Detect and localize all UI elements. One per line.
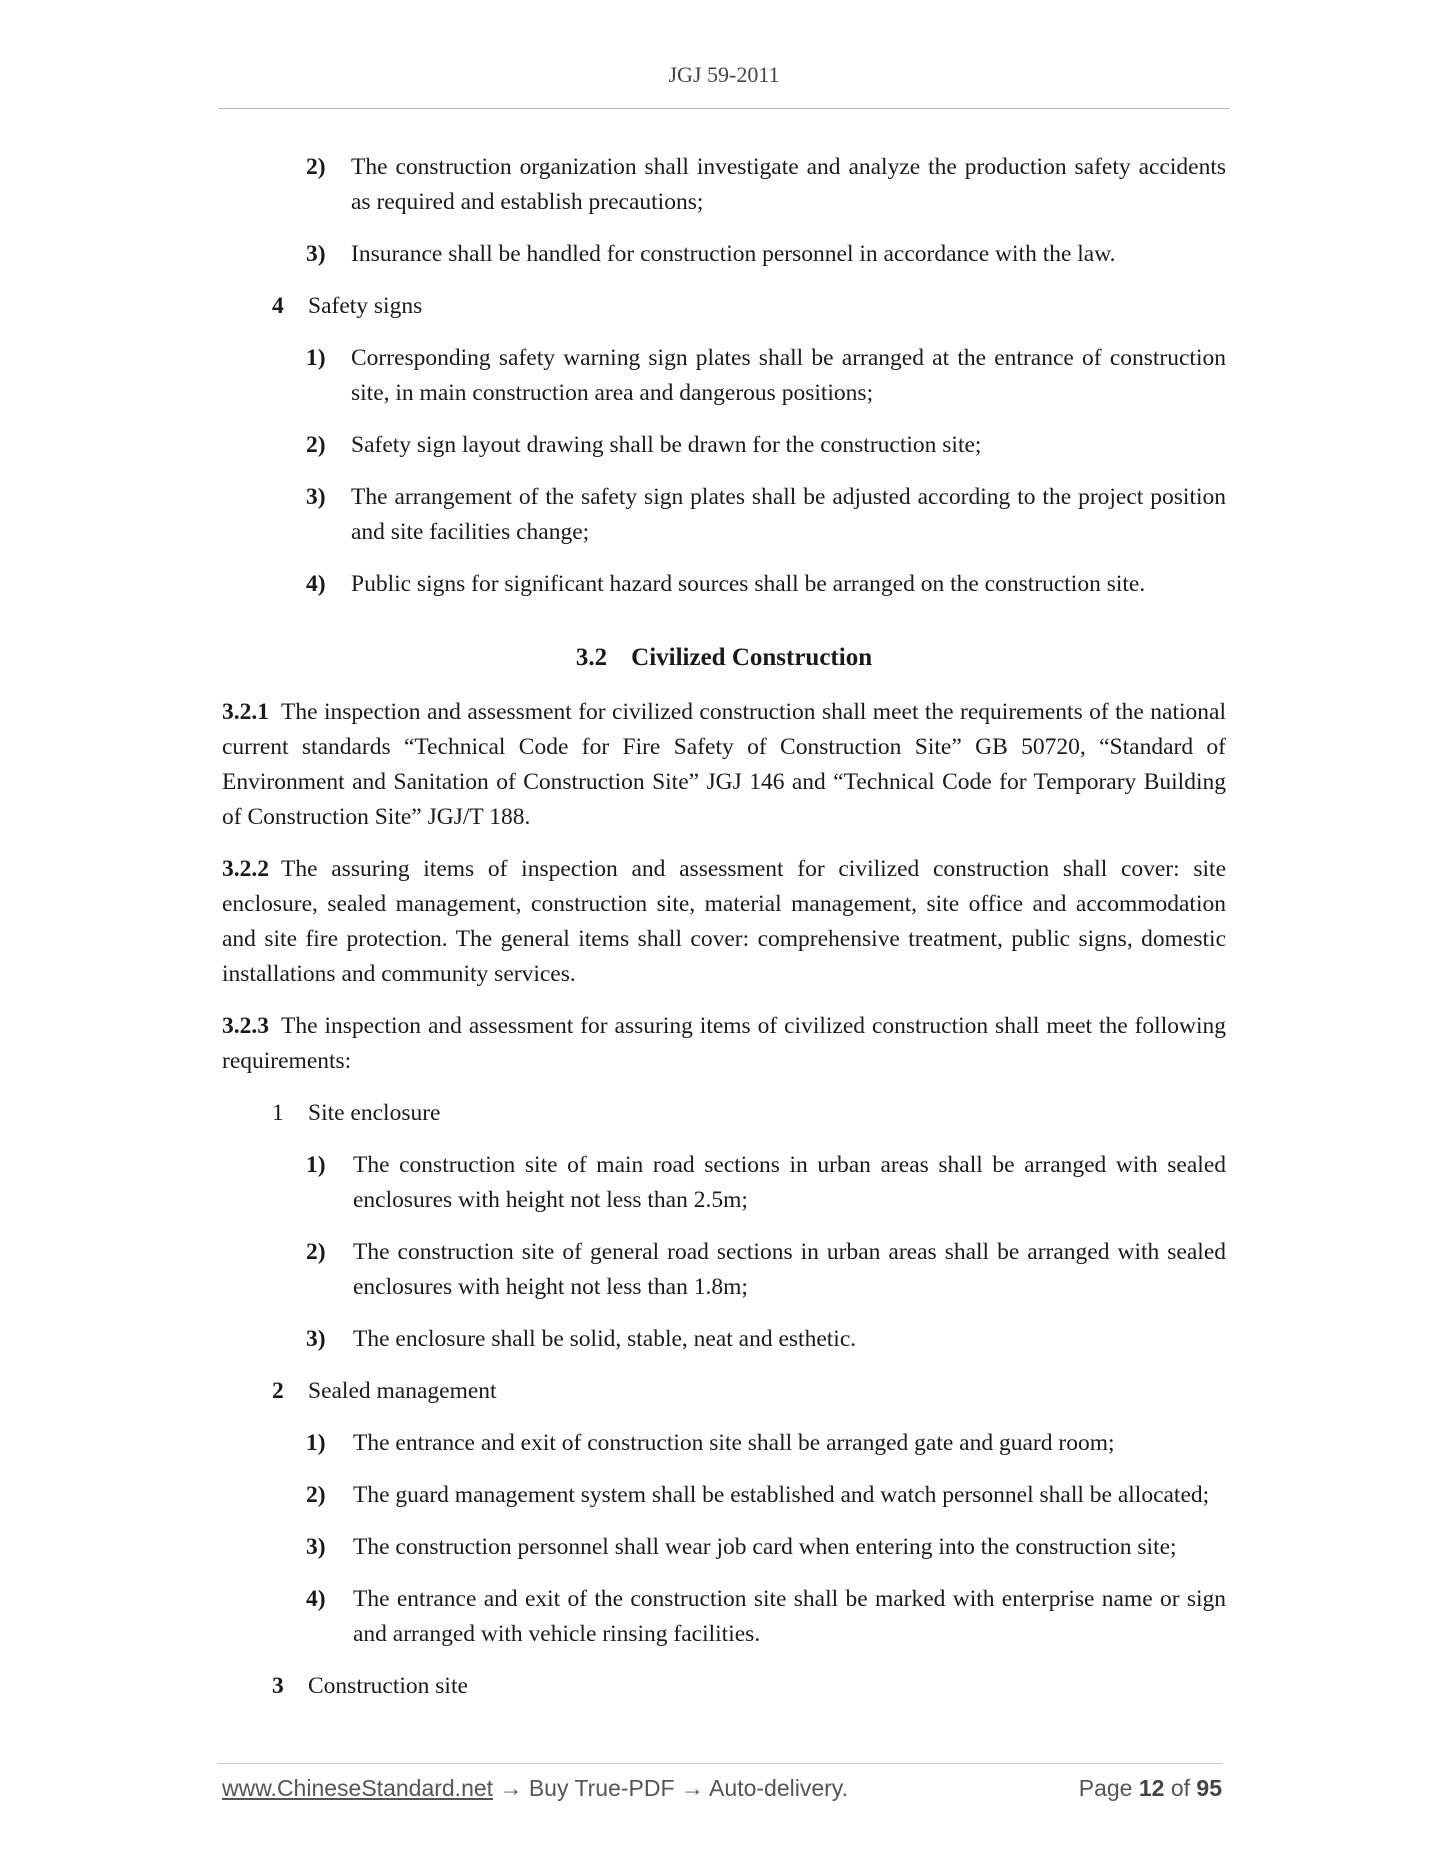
item-number: 2) <box>306 432 326 458</box>
subsection-title: Safety signs <box>308 293 423 319</box>
clause-paragraph <box>222 1009 1226 1079</box>
clause-number: 3.2.3 <box>222 1013 269 1039</box>
list-item <box>222 1426 1226 1461</box>
page-footer <box>222 1775 1222 1807</box>
subsection-title: Construction site <box>308 1673 468 1699</box>
subsection-heading-safety-signs <box>222 289 1226 324</box>
clause-paragraph <box>222 695 1226 835</box>
item-number: 3) <box>306 241 326 267</box>
item-number: 4) <box>306 571 326 597</box>
item-number: 3) <box>306 1326 326 1352</box>
list-item <box>222 1235 1226 1305</box>
list-item <box>222 1148 1226 1218</box>
list-item <box>222 567 1226 602</box>
list-item <box>222 1322 1226 1357</box>
item-text: The entrance and exit of construction site shall be arranged gate and guard room; <box>353 1430 1115 1456</box>
subsection-number: 3 <box>272 1673 284 1699</box>
item-number: 1) <box>306 1152 326 1178</box>
subsection-heading-construction-site <box>222 1669 1226 1704</box>
item-text: The construction personnel shall wear job card when entering into the construction site; <box>353 1534 1177 1560</box>
section-heading <box>222 640 1226 675</box>
item-text: The construction organization shall investigate and analyze the production safety accidents as required and establish precautions; <box>351 154 1226 215</box>
item-number: 2) <box>306 1482 326 1508</box>
current-page-number: 12 <box>1138 1775 1165 1801</box>
subsection-number: 1 <box>272 1100 284 1126</box>
subsection-title: Site enclosure <box>308 1100 441 1126</box>
item-number: 2) <box>306 154 326 180</box>
subsection-title: Sealed management <box>308 1378 497 1404</box>
clause-text: The inspection and assessment for assuring items of civilized construction shall meet the following requirements: <box>222 1013 1226 1074</box>
item-text: Public signs for significant hazard sources shall be arranged on the construction site. <box>351 571 1146 597</box>
list-item <box>222 428 1226 463</box>
footer-promo <box>222 1775 848 1802</box>
item-text: The entrance and exit of the construction site shall be marked with enterprise name or sign and arranged with vehicle rinsing facilities. <box>353 1586 1226 1647</box>
list-item <box>222 237 1226 272</box>
list-item <box>222 150 1226 220</box>
document-body <box>222 150 1226 1704</box>
item-text: The enclosure shall be solid, stable, neat and esthetic. <box>353 1326 857 1352</box>
list-item <box>222 1530 1226 1565</box>
section-title: Civilized Construction <box>631 644 873 671</box>
subsection-number: 2 <box>272 1378 284 1404</box>
page-of-label: of <box>1170 1775 1191 1801</box>
item-number: 3) <box>306 484 326 510</box>
clause-text: The assuring items of inspection and assessment for civilized construction shall cover: site enclosure, sealed management, construction site, material management, site office and accommodation and site fire protection. The general items shall cover: comprehensive treatment, public signs, domestic installations and community services. <box>222 856 1226 987</box>
subsection-number: 4 <box>272 293 284 319</box>
item-text: Safety sign layout drawing shall be drawn for the construction site; <box>351 432 982 458</box>
list-item <box>222 1582 1226 1652</box>
item-number: 2) <box>306 1239 326 1265</box>
item-text: The construction site of main road sections in urban areas shall be arranged with sealed enclosures with height not less than 2.5m; <box>353 1152 1226 1213</box>
clause-number: 3.2.1 <box>222 699 269 725</box>
section-number: 3.2 <box>575 644 608 671</box>
list-item <box>222 1478 1226 1513</box>
item-text: Corresponding safety warning sign plates shall be arranged at the entrance of construction site, in main construction area and dangerous positions; <box>351 345 1226 406</box>
item-text: The construction site of general road sections in urban areas shall be arranged with sealed enclosures with height not less than 1.8m; <box>353 1239 1226 1300</box>
clause-paragraph <box>222 852 1226 992</box>
clause-number: 3.2.2 <box>222 856 269 882</box>
clause-text: The inspection and assessment for civilized construction shall meet the requirements of the national current standards “Technical Code for Fire Safety of Construction Site” GB 50720, “Standard of Environment and Sanitation of Construction Site” JGJ 146 and “Technical Code for Temporary Building of Construction Site” JGJ/T 188. <box>222 699 1226 830</box>
list-item <box>222 341 1226 411</box>
item-number: 4) <box>306 1586 326 1612</box>
list-item <box>222 480 1226 550</box>
item-number: 1) <box>306 345 326 371</box>
header-divider <box>218 108 1230 109</box>
promo-text: → Buy True-PDF → Auto-delivery. <box>493 1775 848 1801</box>
site-link[interactable]: www.ChineseStandard.net <box>222 1775 494 1801</box>
total-pages-number: 95 <box>1196 1775 1222 1801</box>
subsection-heading-site-enclosure <box>222 1096 1226 1131</box>
item-text: The guard management system shall be established and watch personnel shall be allocated; <box>353 1482 1210 1508</box>
item-number: 3) <box>306 1534 326 1560</box>
page-label: Page <box>1078 1775 1133 1801</box>
item-text: The arrangement of the safety sign plates shall be adjusted according to the project position and site facilities change; <box>351 484 1226 545</box>
item-number: 1) <box>306 1430 326 1456</box>
footer-divider <box>218 1763 1222 1764</box>
document-code-header: JGJ 59-2011 <box>668 62 780 87</box>
item-text: Insurance shall be handled for construction personnel in accordance with the law. <box>351 241 1116 267</box>
subsection-heading-sealed-management <box>222 1374 1226 1409</box>
page-indicator <box>1079 1775 1222 1802</box>
